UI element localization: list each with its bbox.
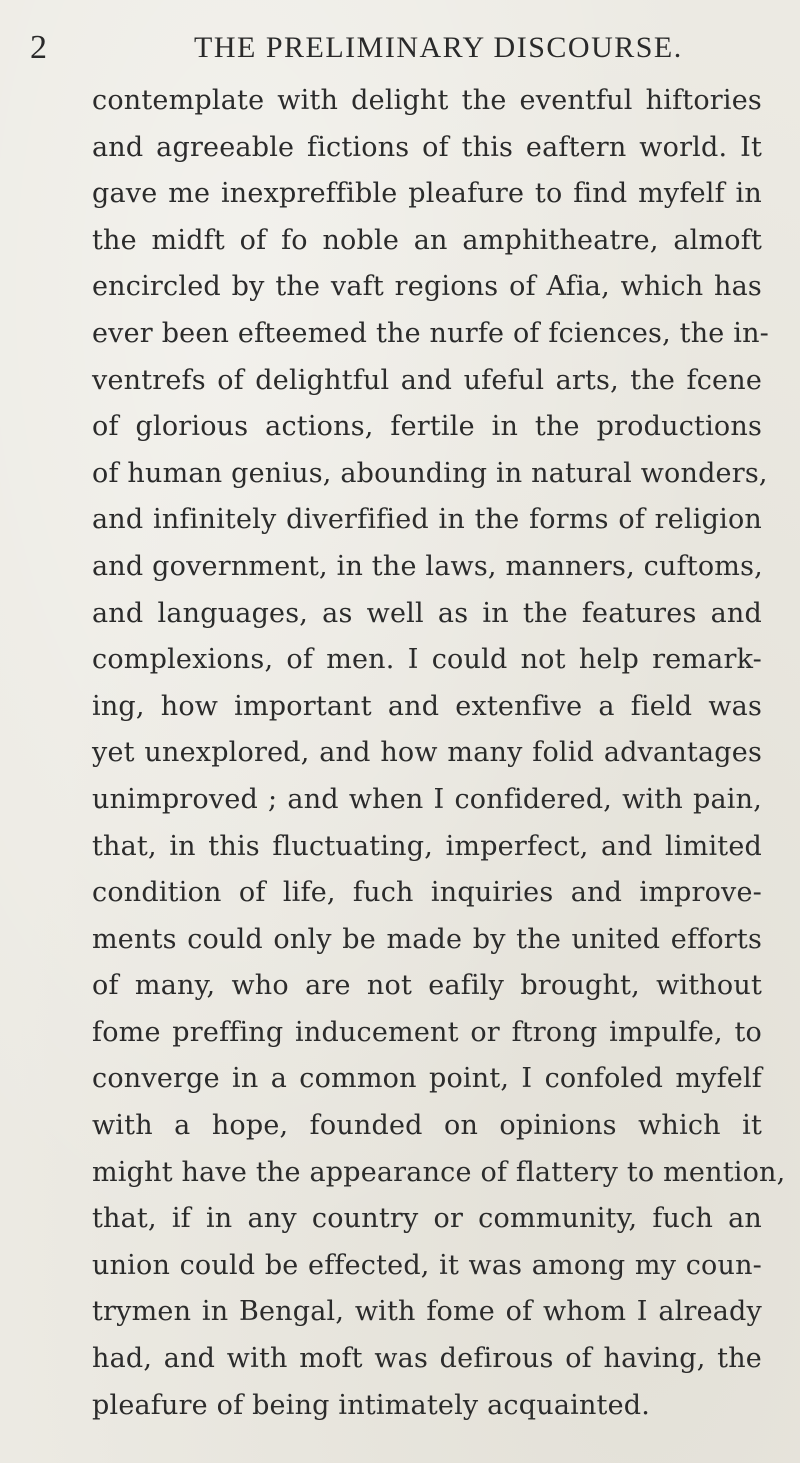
text-line: had, and with moft was defirous of having, the (92, 1343, 762, 1375)
text-line: ing, how important and extenfive a field was (92, 690, 762, 722)
text-line: converge in a common point, I confoled myfelf (92, 1063, 762, 1095)
text-line: that, if in any country or community, fuch an (92, 1203, 762, 1235)
text-line: of human genius, abounding in natural wonders, (92, 457, 768, 489)
text-line: that, in this fluctuating, imperfect, and limited (92, 830, 762, 862)
text-line: pleafure of being intimately acquainted. (92, 1389, 651, 1421)
text-line: and languages, as well as in the features and (92, 597, 762, 629)
text-line: fome preffing inducement or ftrong impulfe, to (92, 1016, 762, 1048)
text-line: of glorious actions, fertile in the productions (92, 411, 762, 443)
text-line: complexions, of men. I could not help remark- (92, 644, 762, 676)
text-line: and agreeable fictions of this eaftern world. It (92, 131, 762, 163)
text-line: ventrefs of delightful and ufeful arts, the fcene (92, 364, 762, 396)
text-line: unimproved ; and when I confidered, with pain, (92, 783, 762, 815)
text-line: encircled by the vaft regions of Afia, which has (92, 271, 762, 303)
text-line: gave me inexpreffible pleafure to find myfelf in (92, 178, 762, 210)
text-line: might have the appearance of flattery to mention, (92, 1156, 786, 1188)
text-line: ments could only be made by the united efforts (92, 923, 762, 955)
text-line: and government, in the laws, manners, cuftoms, (92, 550, 763, 582)
text-line: of many, who are not eafily brought, without (92, 970, 762, 1002)
text-line: union could be effected, it was among my coun- (92, 1249, 762, 1281)
text-line: ever been efteemed the nurfe of fciences, the in- (92, 317, 769, 349)
body-text (92, 78, 786, 1429)
text-line: the midft of fo noble an amphitheatre, almoft (92, 224, 762, 256)
page-number: 2 (30, 29, 47, 66)
running-head (0, 26, 800, 70)
text-line: yet unexplored, and how many folid advantages (92, 737, 762, 769)
text-line: trymen in Bengal, with fome of whom I already (92, 1296, 762, 1328)
text-line: condition of life, fuch inquiries and improve- (92, 877, 762, 909)
text-line: contemplate with delight the eventful hiftories (92, 85, 762, 116)
text-line: with a hope, founded on opinions which it (92, 1110, 762, 1142)
text-line: and infinitely diverfified in the forms of religion (92, 504, 762, 536)
running-title: THE PRELIMINARY DISCOURSE. (194, 31, 683, 64)
